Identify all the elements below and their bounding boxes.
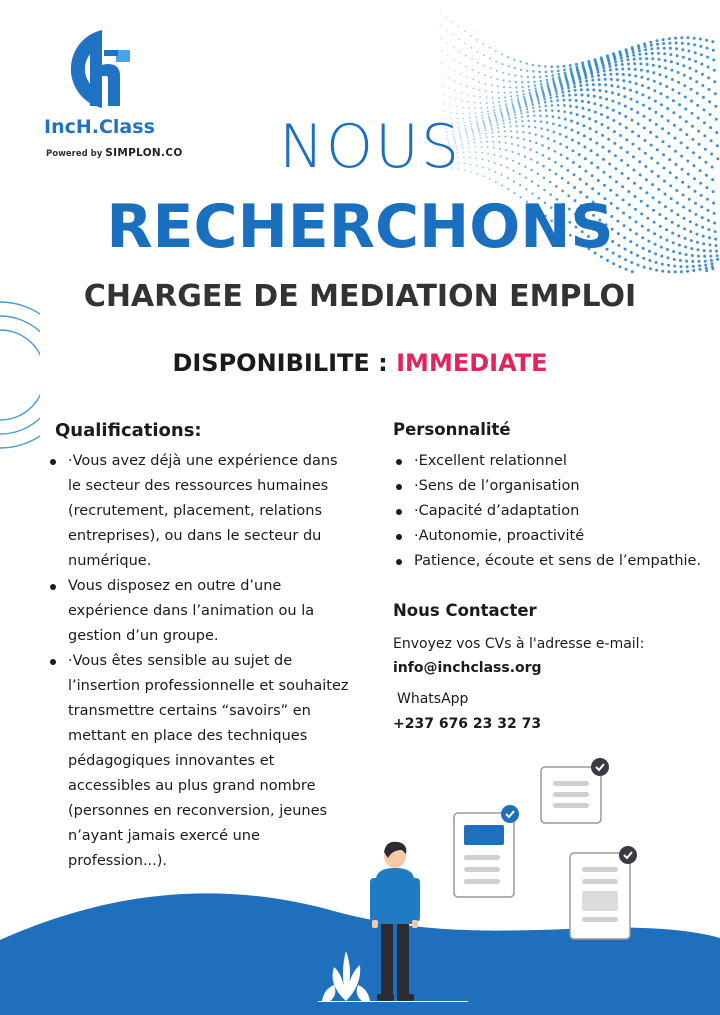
list-item: ·Capacité d’adaptation — [396, 499, 716, 524]
ground-line — [318, 1001, 468, 1002]
contact-phone[interactable]: +237 676 23 32 73 — [393, 716, 542, 732]
plant-illustration — [318, 945, 374, 1003]
list-item: Vous disposez en outre d’une expérience dans l’animation ou la gestion d’un groupe. — [50, 574, 355, 649]
list-item: ·Sens de l’organisation — [396, 474, 716, 499]
logo-text: IncH.Class — [44, 116, 155, 138]
personality-list — [396, 449, 716, 574]
qualifications-heading: Qualifications: — [55, 420, 202, 441]
documents-illustration — [440, 755, 680, 955]
contact-email[interactable]: info@inchclass.org — [393, 660, 542, 676]
list-item: ·Vous avez déjà une expérience dans le secteur des ressources humaines (recrutement, placement, relations entreprises), ou dans le secteur du numérique. — [50, 449, 355, 574]
contact-heading: Nous Contacter — [393, 601, 537, 620]
list-item: ·Autonomie, proactivité — [396, 524, 716, 549]
availability-value: IMMEDIATE — [396, 349, 548, 377]
list-item: ·Vous êtes sensible au sujet de l’insertion professionnelle et souhaitez transmettre certains “savoirs” en mettant en place des techniques pédagogiques innovantes et accessibles au plus grand nombre (personnes en reconversion, jeunes n’ayant jamais exercé une profession...). — [50, 649, 355, 874]
powered-by-text: Powered by SIMPLON.CO — [46, 147, 183, 159]
title-line2: RECHERCHONS — [106, 192, 614, 262]
availability-label: DISPONIBILITE : — [172, 349, 397, 377]
contact-whatsapp-label: WhatsApp — [397, 691, 469, 707]
qualifications-list — [50, 449, 355, 874]
availability — [0, 349, 720, 377]
contact-email-intro: Envoyez vos CVs à l'adresse e-mail: — [393, 636, 645, 652]
list-item: ·Excellent relationnel — [396, 449, 716, 474]
title-line1: NOUS — [278, 112, 462, 182]
personality-heading: Personnalité — [393, 420, 511, 439]
list-item: Patience, écoute et sens de l’empathie. — [396, 549, 716, 574]
job-title: CHARGEE DE MEDIATION EMPLOI — [83, 279, 637, 314]
inch-logo-icon — [44, 26, 174, 116]
